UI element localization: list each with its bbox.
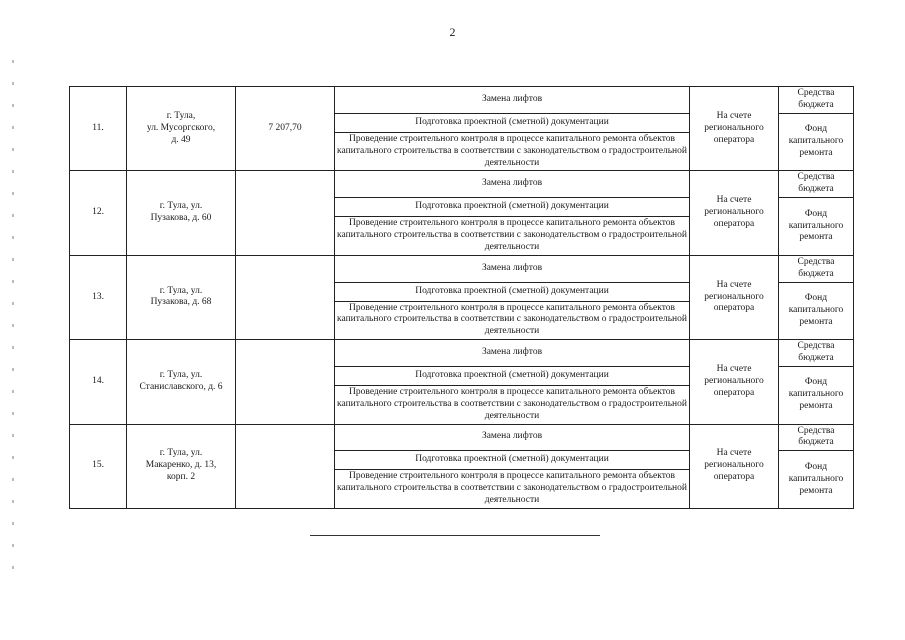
- work-type-cell: Проведение строительного контроля в процессе капитального ремонта объектов капитального строительства в соответствии с законодательством о градостроительной деятельности: [335, 385, 690, 424]
- work-type-cell: Проведение строительного контроля в процессе капитального ремонта объектов капитального строительства в соответствии с законодательством о градостроительной деятельности: [335, 132, 690, 171]
- row-number: 12.: [70, 171, 127, 255]
- funding-source-cell: Средства бюджета: [779, 171, 854, 198]
- cost-cell: [236, 340, 335, 424]
- work-type-cell: Проведение строительного контроля в процессе капитального ремонта объектов капитального строительства в соответствии с законодательством о градостроительной деятельности: [335, 217, 690, 256]
- work-type-cell: Замена лифтов: [335, 255, 690, 282]
- work-type-cell: Проведение строительного контроля в процессе капитального ремонта объектов капитального строительства в соответствии с законодательством о градостроительной деятельности: [335, 301, 690, 340]
- funding-source-cell: Фонд капитального ремонта: [779, 113, 854, 171]
- funding-source-cell: Средства бюджета: [779, 424, 854, 451]
- works-table: [69, 86, 854, 509]
- table-row: [70, 255, 854, 282]
- work-type-cell: Подготовка проектной (сметной) документации: [335, 366, 690, 385]
- works-table-body: [70, 87, 854, 509]
- table-row: [70, 340, 854, 367]
- work-type-cell: Подготовка проектной (сметной) документации: [335, 198, 690, 217]
- work-type-cell: Подготовка проектной (сметной) документации: [335, 113, 690, 132]
- work-type-cell: Проведение строительного контроля в процессе капитального ремонта объектов капитального строительства в соответствии с законодательством о градостроительной деятельности: [335, 470, 690, 509]
- work-type-cell: Замена лифтов: [335, 340, 690, 367]
- page-number: 2: [449, 25, 456, 39]
- account-cell: На счете регионального оператора: [690, 255, 779, 339]
- table-row: [70, 171, 854, 198]
- address-cell: г. Тула, ул. Станиславского, д. 6: [127, 340, 236, 424]
- work-type-cell: Подготовка проектной (сметной) документации: [335, 282, 690, 301]
- account-cell: На счете регионального оператора: [690, 340, 779, 424]
- address-cell: г. Тула, ул. Пузакова, д. 68: [127, 255, 236, 339]
- table-row: [70, 87, 854, 114]
- funding-source-cell: Фонд капитального ремонта: [779, 198, 854, 256]
- footer-divider: [310, 535, 600, 536]
- funding-source-cell: Фонд капитального ремонта: [779, 366, 854, 424]
- funding-source-cell: Фонд капитального ремонта: [779, 282, 854, 340]
- row-number: 15.: [70, 424, 127, 508]
- funding-source-cell: Средства бюджета: [779, 87, 854, 114]
- cost-cell: [236, 255, 335, 339]
- funding-source-cell: Фонд капитального ремонта: [779, 451, 854, 509]
- work-type-cell: Замена лифтов: [335, 87, 690, 114]
- account-cell: На счете регионального оператора: [690, 424, 779, 508]
- cost-cell: [236, 424, 335, 508]
- cost-cell: [236, 171, 335, 255]
- work-type-cell: Замена лифтов: [335, 171, 690, 198]
- row-number: 11.: [70, 87, 127, 171]
- row-number: 13.: [70, 255, 127, 339]
- row-number: 14.: [70, 340, 127, 424]
- funding-source-cell: Средства бюджета: [779, 340, 854, 367]
- work-type-cell: Подготовка проектной (сметной) документации: [335, 451, 690, 470]
- funding-source-cell: Средства бюджета: [779, 255, 854, 282]
- address-cell: г. Тула, ул. Мусоргского, д. 49: [127, 87, 236, 171]
- address-cell: г. Тула, ул. Пузакова, д. 60: [127, 171, 236, 255]
- cost-cell: 7 207,70: [236, 87, 335, 171]
- account-cell: На счете регионального оператора: [690, 87, 779, 171]
- address-cell: г. Тула, ул. Макаренко, д. 13, корп. 2: [127, 424, 236, 508]
- work-type-cell: Замена лифтов: [335, 424, 690, 451]
- account-cell: На счете регионального оператора: [690, 171, 779, 255]
- margin-scan-marks: [12, 60, 14, 580]
- table-row: [70, 424, 854, 451]
